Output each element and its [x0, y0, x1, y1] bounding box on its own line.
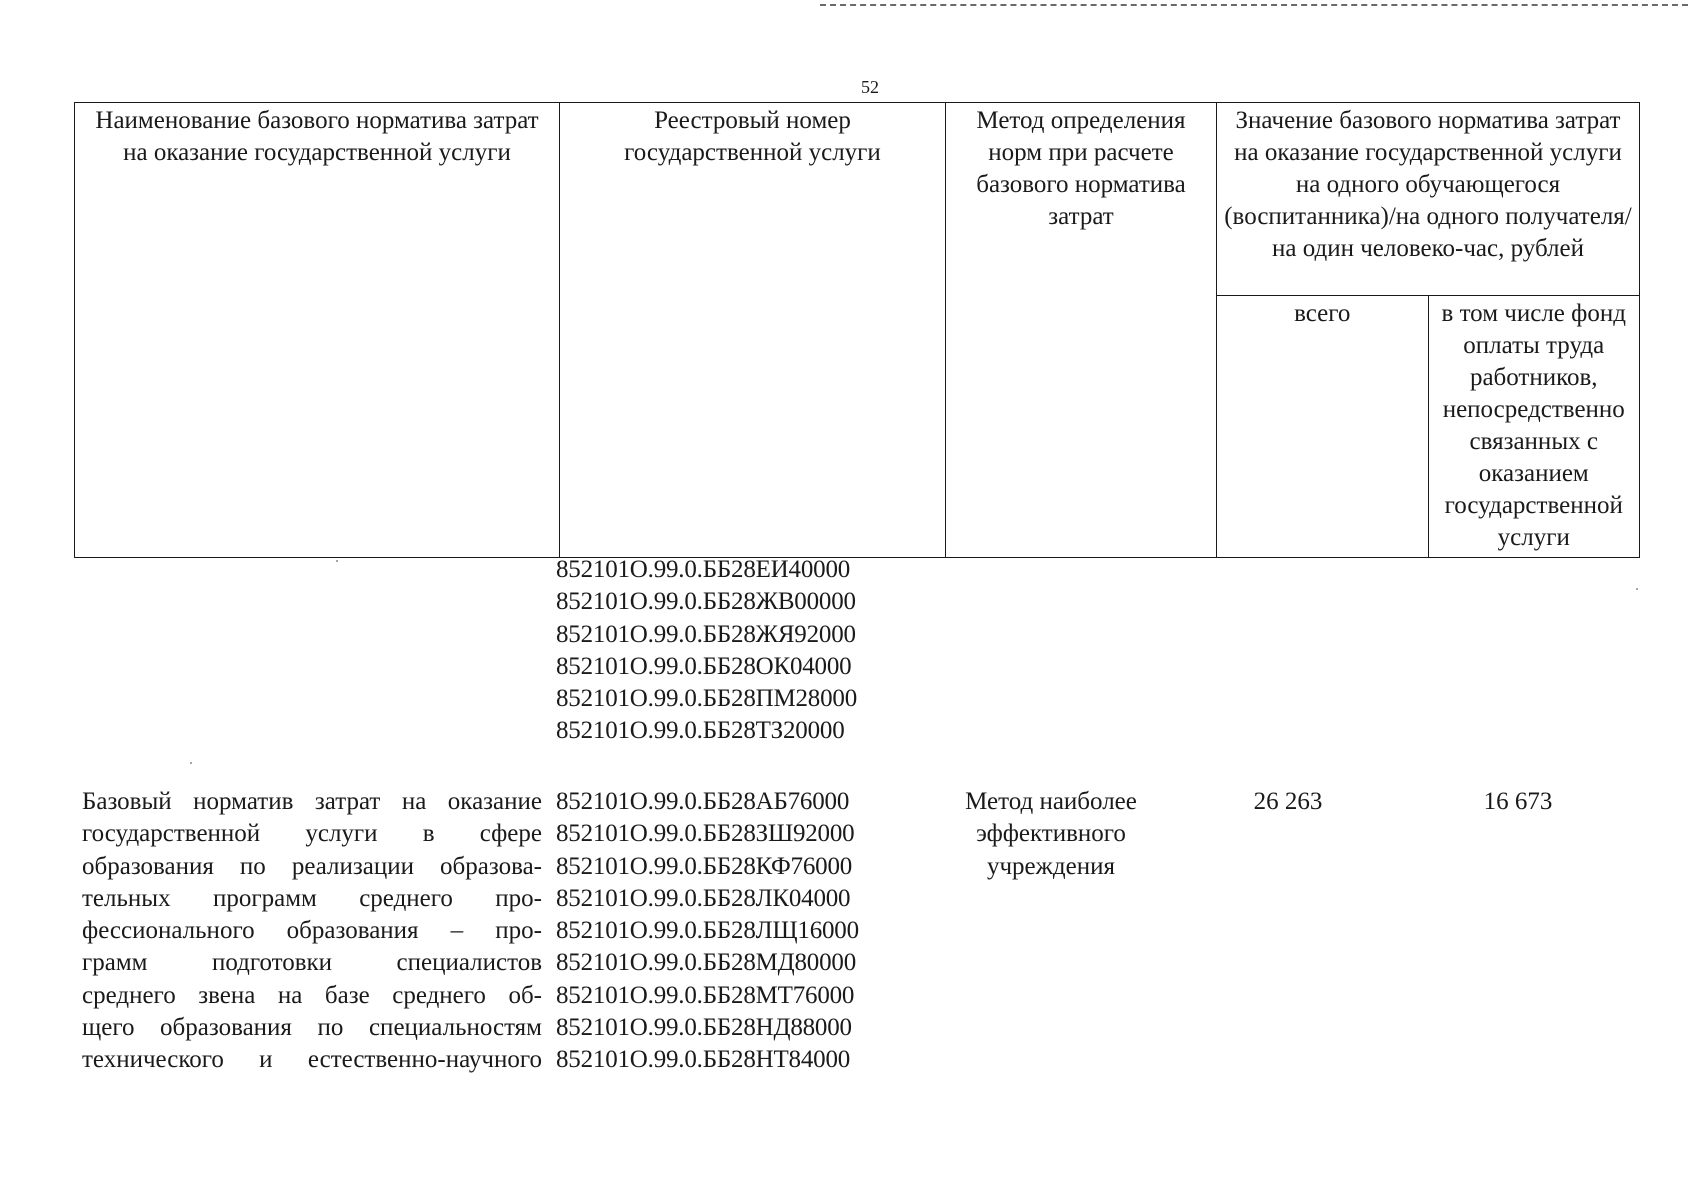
row-method: Метод наиболее эффективного учреждения [965, 788, 1137, 880]
header-col-name: Наименование базового норматива затрат на оказание государственной услуги [75, 103, 560, 558]
registry-code: 852101О.99.0.ББ28ЖЯ92000 [556, 620, 856, 648]
scan-speck [190, 762, 192, 764]
row-name-line: грамм подготовки специалистов [82, 949, 542, 977]
registry-code: 852101О.99.0.ББ28МД80000 [556, 949, 856, 977]
registry-code: 852101О.99.0.ББ28МТ76000 [556, 981, 855, 1009]
scan-speck [336, 560, 338, 562]
page-number: 52 [861, 77, 879, 97]
registry-code: 852101О.99.0.ББ28КФ76000 [556, 852, 853, 880]
registry-code: 852101О.99.0.ББ28ОК04000 [556, 652, 852, 680]
header-col-total: всего [1217, 296, 1429, 558]
top-dashed-line [820, 4, 1688, 6]
row-name [82, 786, 542, 1077]
row-wage-fund: 16 673 [1483, 788, 1553, 815]
registry-code: 852101О.99.0.ББ28ЗШ92000 [556, 820, 855, 848]
registry-code: 852101О.99.0.ББ28НТ84000 [556, 1046, 851, 1074]
row-name-line: тельных программ среднего про- [82, 884, 542, 912]
registry-code: 852101О.99.0.ББ28ЛК04000 [556, 884, 851, 912]
table-header [74, 102, 1640, 558]
registry-code: 852101О.99.0.ББ28ЖВ00000 [556, 588, 856, 616]
header-col-value: Значение базового норматива затрат на оказание государственной услуги на одного обучающегося (воспитанника)/на одного получателя/на один человеко-час, рублей [1217, 103, 1640, 296]
registry-code: 852101О.99.0.ББ28ТЗ20000 [556, 717, 845, 745]
row-name-line: среднего звена на базе среднего об- [82, 981, 542, 1009]
row-name-line: государственной услуги в сфере [82, 820, 542, 848]
registry-code: 852101О.99.0.ББ28АБ76000 [556, 788, 850, 815]
row-name-line: фессионального образования – про- [82, 917, 542, 945]
header-col-method: Метод определения норм при расчете базового норматива затрат [946, 103, 1217, 558]
row-name-line: щего образования по специальностям [82, 1014, 542, 1042]
continued-codes [556, 554, 857, 748]
row-name-line: образования по реализации образова- [82, 852, 542, 880]
header-col-wage-fund: в том числе фонд оплаты труда работников, непосредственно связанных с оказанием государственной услуги [1428, 296, 1640, 558]
registry-code: 852101О.99.0.ББ28ЕИ40000 [556, 556, 851, 583]
registry-code: 852101О.99.0.ББ28НД88000 [556, 1014, 852, 1042]
row-codes [556, 786, 859, 1077]
row-name-line: Базовый норматив затрат на оказание [82, 788, 542, 815]
row-total: 26 263 [1253, 788, 1323, 815]
registry-code: 852101О.99.0.ББ28ПМ28000 [556, 685, 857, 713]
registry-code: 852101О.99.0.ББ28ЛЩ16000 [556, 917, 859, 945]
header-col-registry: Реестровый номер государственной услуги [560, 103, 946, 558]
scan-speck [1636, 588, 1638, 590]
row-name-line: технического и естественно-научного [82, 1046, 542, 1074]
